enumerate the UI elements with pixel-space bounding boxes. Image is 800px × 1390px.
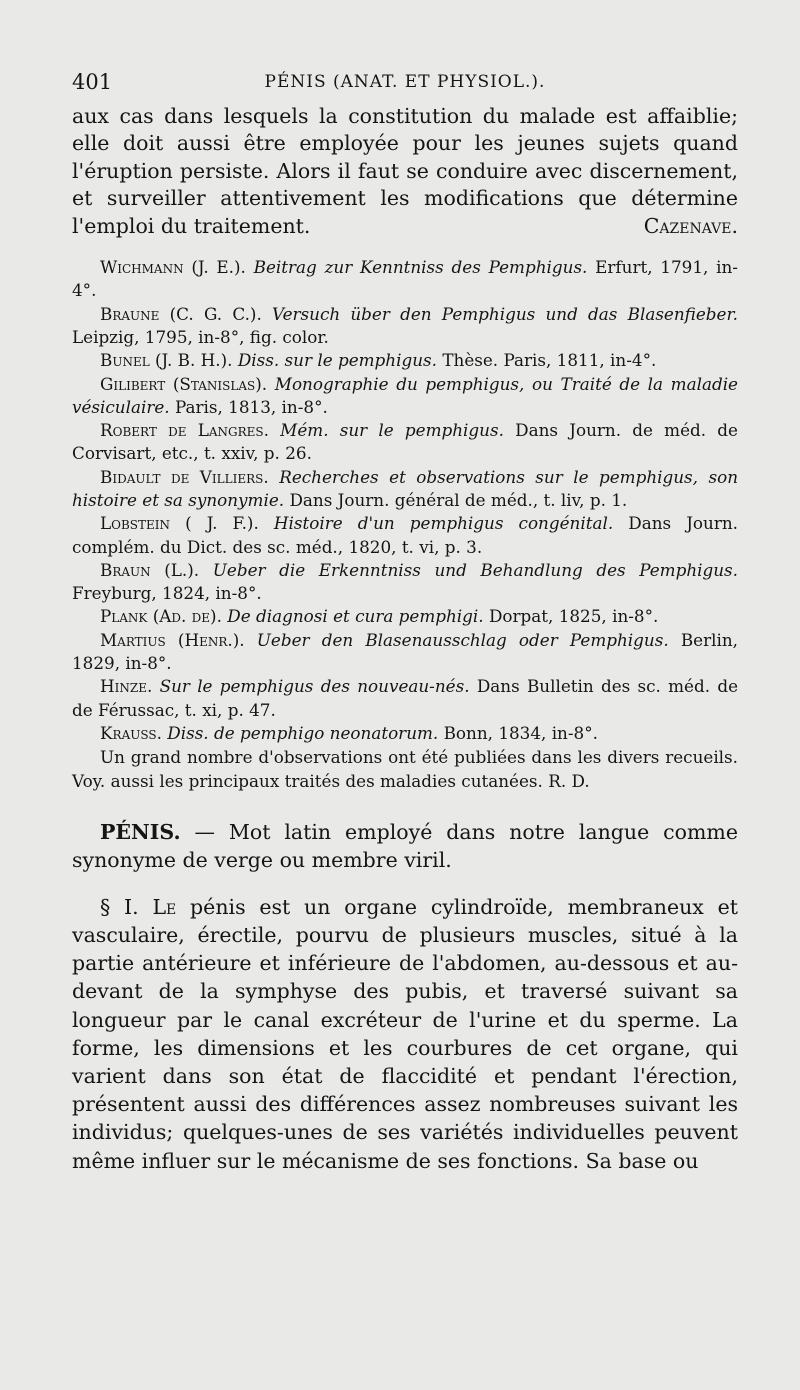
- bibliography-entry: [72, 466, 738, 513]
- section-paragraph: [72, 893, 738, 1175]
- page-body: [72, 103, 738, 1175]
- section-label: § I.: [100, 894, 139, 919]
- ref-rest: Dorpat, 1825, in-8°.: [488, 606, 659, 627]
- intro-paragraph: [72, 103, 738, 240]
- ref-rest: Dans Journ. complém. du Dict. des sc. méd., 1820, t. vi, p. 3.: [72, 513, 738, 557]
- ref-rest: Thèse. Paris, 1811, in-4°.: [442, 350, 657, 371]
- ref-author: Plank (Ad. de).: [100, 606, 222, 627]
- ref-title: Ueber den Blasenausschlag oder Pemphigus.: [256, 629, 669, 650]
- bibliography-entry: [72, 419, 738, 466]
- bibliography-entry: [72, 349, 738, 372]
- ref-author: Braune (C. G. C.).: [100, 303, 262, 324]
- ref-rest: Leipzig, 1795, in-8°, fig. color.: [72, 326, 329, 347]
- ref-title: Diss. sur le pemphigus.: [237, 350, 437, 371]
- ref-author: Gilibert (Stanislas).: [100, 373, 268, 394]
- page-header: [72, 70, 738, 102]
- ref-title: Sur le pemphigus des nouveau-nés.: [159, 676, 470, 697]
- intro-text: aux cas dans lesquels la constitution du malade est affaiblie; elle doit aussi être employée pour les jeunes sujets quand l'éruption persiste. Alors il faut se conduire avec discernement, et surveiller attentivement les modifications que détermine l'emploi du traitement.: [72, 104, 738, 238]
- ref-rest: Berlin, 1829, in-8°.: [72, 629, 739, 674]
- page-number: 401: [72, 70, 113, 94]
- ref-title: De diagnosi et cura pemphigi.: [227, 606, 484, 627]
- section-lead-word: Le: [152, 894, 177, 919]
- ref-author: Robert de Langres.: [100, 420, 269, 441]
- ref-title: Versuch über den Pemphigus und das Blasenfieber.: [272, 303, 738, 324]
- ref-author: Wichmann (J. E.).: [100, 257, 246, 278]
- ref-author: Martius (Henr.).: [100, 629, 245, 650]
- author-signature: Cazenave.: [643, 213, 738, 238]
- ref-rest: Paris, 1813, in-8°.: [174, 396, 328, 417]
- ref-title: Recherches et observations sur le pemphigus, son histoire et sa synonymie.: [72, 466, 738, 510]
- ref-title: Mém. sur le pemphigus.: [280, 420, 504, 441]
- bibliography-entry: [72, 605, 738, 628]
- bibliography-entry: [72, 559, 738, 606]
- ref-title: Monographie du pemphigus, ou Traité de la maladie vésiculaire.: [72, 373, 738, 417]
- running-title: PÉNIS (ANAT. ET PHYSIOL.).: [264, 72, 546, 92]
- ref-author: Krauss.: [100, 722, 162, 743]
- bibliography-entry: [72, 256, 738, 303]
- ref-rest: Dans Journ. de méd. de Corvisart, etc., t. xxiv, p. 26.: [72, 420, 738, 464]
- ref-author: Hinze.: [100, 676, 153, 697]
- bibliography: [72, 256, 738, 793]
- closing-note: Un grand nombre d'observations ont été publiées dans les divers recueils. Voy. aussi les principaux traités des maladies cutanées. R. D.: [72, 747, 738, 791]
- entry-headword: PÉNIS.: [100, 819, 181, 844]
- bibliography-entry: [72, 675, 738, 722]
- ref-rest: Dans Bulletin des sc. méd. de de Férussac, t. xi, p. 47.: [72, 676, 738, 720]
- ref-title: Diss. de pemphigo neonatorum.: [167, 722, 439, 743]
- ref-author: Bunel (J. B. H.).: [100, 350, 233, 371]
- ref-author: Braun (L.).: [100, 559, 200, 580]
- ref-rest: Erfurt, 1791, in-4°.: [72, 257, 738, 301]
- bibliography-entry: [72, 373, 738, 420]
- ref-title: Ueber die Erkenntniss und Behandlung des Pemphigus.: [212, 559, 739, 580]
- ref-title: Histoire d'un pemphigus congénital.: [273, 513, 614, 534]
- ref-author: Bidault de Villiers.: [100, 466, 269, 487]
- entry-definition: — Mot latin employé dans notre langue comme synonyme de verge ou membre viril.: [72, 819, 738, 872]
- section-text: pénis est un organe cylindroïde, membraneux et vasculaire, érectile, pourvu de plusieurs muscles, situé à la partie antérieure et inférieure de l'abdomen, au-dessous et au-devant de la symphyse des pubis, et traversé suivant sa longueur par le canal excréteur de l'urine et du sperme. La forme, les dimensions et les courbures de cet organe, qui varient dans son état de flaccidité et pendant l'érection, présentent aussi des différences assez nombreuses suivant les individus; quelques-unes de ses variétés individuelles peuvent même influer sur le mécanisme de ses fonctions. Sa base ou: [72, 894, 738, 1173]
- bibliography-entry: [72, 303, 738, 350]
- ref-rest: Dans Journ. général de méd., t. liv, p. 1.: [289, 490, 628, 510]
- ref-author: Lobstein ( J. F.).: [100, 513, 259, 534]
- bibliography-entry: [72, 512, 738, 559]
- dictionary-entry: [72, 818, 738, 874]
- ref-rest: Freyburg, 1824, in-8°.: [72, 583, 262, 604]
- bibliography-entry: [72, 722, 738, 745]
- ref-rest: Bonn, 1834, in-8°.: [443, 722, 598, 743]
- ref-title: Beitrag zur Kenntniss des Pemphigus.: [253, 257, 588, 278]
- bibliography-entry: [72, 629, 738, 676]
